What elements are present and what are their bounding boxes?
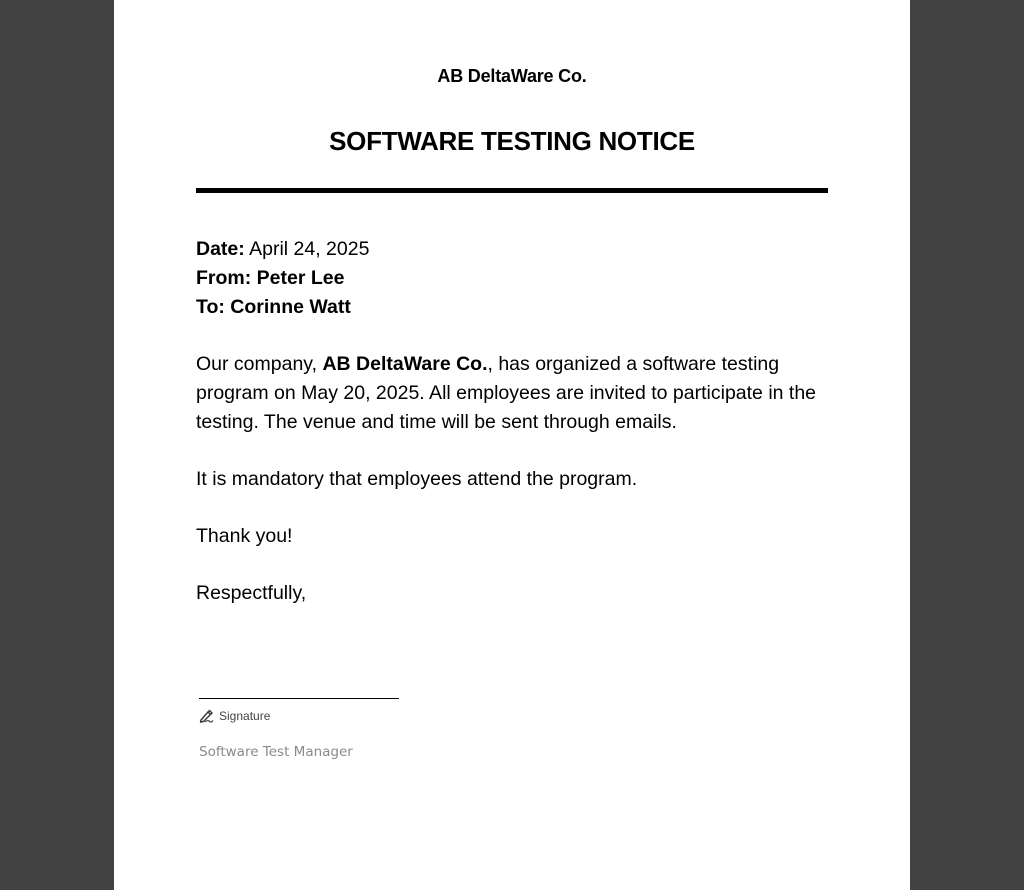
date-value: April 24, 2025	[249, 238, 370, 260]
spacer	[196, 551, 836, 579]
spacer	[196, 494, 836, 522]
notice-title: SOFTWARE TESTING NOTICE	[329, 126, 695, 156]
notice-body	[196, 235, 836, 608]
title-divider	[196, 188, 828, 193]
announcement-text: , has organized a software testing program on May 20, 2025. All employees are invited to participate in the testing. The venue and time will be sent through emails.	[196, 353, 817, 433]
signature-label: Signature	[219, 709, 271, 723]
from-line: From: Peter Lee	[196, 267, 345, 289]
company-name: AB DeltaWare Co.	[437, 66, 587, 86]
date-line	[196, 235, 836, 264]
announcement-prefix: Our company,	[196, 353, 323, 375]
paragraph-announcement	[196, 350, 836, 437]
signature-line[interactable]	[199, 698, 399, 699]
spacer	[196, 322, 836, 350]
document-page	[114, 0, 910, 890]
to-line: To: Corinne Watt	[196, 296, 351, 318]
announcement-company: AB DeltaWare Co.	[322, 353, 488, 375]
date-label: Date:	[196, 238, 245, 260]
signature-field[interactable]	[199, 709, 270, 723]
paragraph-thanks: Thank you!	[196, 525, 293, 547]
signer-role: Software Test Manager	[199, 744, 353, 760]
paragraph-mandatory: It is mandatory that employees attend the program.	[196, 468, 638, 490]
closing-line: Respectfully,	[196, 582, 307, 604]
signature-pen-icon	[199, 709, 214, 723]
spacer	[196, 437, 836, 465]
